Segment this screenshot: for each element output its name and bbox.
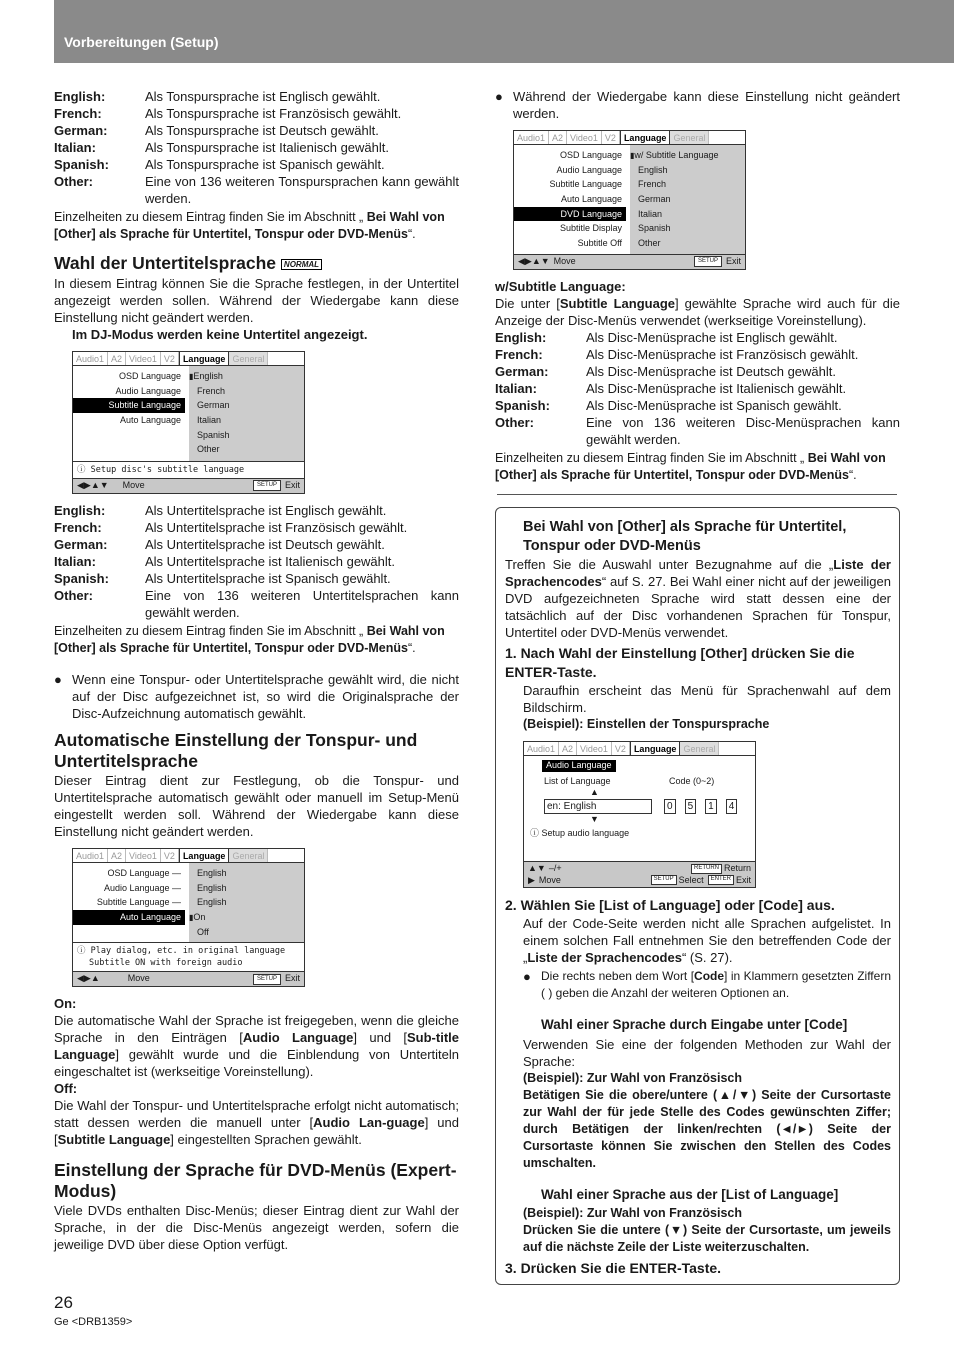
definition-term: Italian: — [495, 380, 537, 396]
definition-term: Other: — [495, 414, 534, 430]
definition-row — [54, 536, 459, 553]
osd-item[interactable]: Audio Language — — [103, 882, 181, 893]
definition-term: French: — [54, 519, 102, 535]
osd-item[interactable]: DVD Language — [514, 207, 626, 222]
osd-tab[interactable]: Language — [620, 131, 671, 144]
osd-menu-items-3 — [514, 145, 630, 254]
osd-item[interactable]: Subtitle Language — [549, 179, 622, 190]
definition-term: English: — [495, 329, 547, 345]
osd-tab[interactable]: A2 — [549, 131, 567, 144]
step-2-text: Auf der Code-Seite werden nicht alle Sprachen aufgelistet. In einem solchen Fall entnehmen Sie den betreffenden Code der „Liste der Sprachencodes“ (S. 27). — [523, 916, 891, 966]
osd-options-2 — [189, 863, 304, 942]
definition-term: German: — [54, 536, 108, 552]
osd-menu-items — [73, 366, 189, 461]
osd-tab[interactable]: Video1 — [577, 742, 612, 755]
osd-tab[interactable]: General — [229, 849, 268, 862]
osd-item[interactable]: English — [197, 882, 227, 893]
box-title: Bei Wahl von [Other] als Sprache für Untertitel, Tonspur oder DVD-Menüs — [523, 518, 847, 554]
osd-tab[interactable]: Audio1 — [514, 131, 549, 144]
definition-row — [54, 173, 459, 207]
osd-item[interactable]: French — [197, 385, 226, 396]
cursor-right-icon: ▶ — [528, 874, 535, 885]
definition-term: French: — [54, 106, 102, 121]
osd-item[interactable]: Audio Language — [556, 164, 622, 175]
sub2-example: (Beispiel): Zur Wahl von Französisch — [523, 1206, 743, 1221]
osd-item[interactable]: English — [197, 897, 227, 908]
osd-item[interactable]: German — [638, 194, 671, 205]
definition-desc: Als Untertitelsprache ist Französisch gewählt. — [145, 519, 408, 535]
osd-item[interactable]: Off — [197, 926, 209, 937]
definition-term: Other: — [54, 174, 93, 189]
step-3: 3. Drücken Sie die ENTER-Taste. — [505, 1260, 722, 1277]
definition-desc: Eine von 136 weiteren Tonspursprachen kann gewählt werden. — [145, 174, 459, 206]
header-band — [54, 0, 954, 63]
down-arrow-icon: ▼ — [590, 813, 599, 824]
osd-tab[interactable]: General — [670, 131, 709, 144]
osd-dvd-screen — [513, 130, 746, 270]
note-other: Einzelheiten zu diesem Eintrag finden Sie im Abschnitt „ Bei Wahl von [Other] als Sprache für Untertitel, Tonspur oder DVD-Menüs“. — [54, 210, 445, 241]
osd-tab[interactable]: Audio1 — [524, 742, 559, 755]
separator — [497, 494, 897, 495]
osd-item[interactable]: OSD Language — [559, 150, 622, 160]
osd-tab[interactable]: V2 — [161, 849, 179, 862]
definition-term: Other: — [54, 587, 93, 603]
step-2-bullet: ● Die rechts neben dem Wort [Code] in Klammern gesetzten Ziffern ( ) geben die Anzahl der weiteren Optionen an. — [523, 969, 891, 1001]
page-number: 26 — [54, 1293, 73, 1312]
osd-item[interactable]: Other — [638, 238, 661, 249]
step-2: 2. Wählen Sie [List of Language] oder [Code] aus. — [505, 897, 835, 914]
definition-term: English: — [54, 89, 106, 104]
osd-item[interactable]: ▮On — [189, 911, 206, 922]
osd-item[interactable]: French — [638, 179, 667, 190]
osd-item[interactable]: Other — [197, 444, 220, 455]
left-column — [54, 88, 459, 1253]
wsub-desc: w/Subtitle Language: Die unter [Subtitle Language] gewählte Sprache wird auch für die Anzeige der Disc-Menüs verwendet (werkseitige Voreinstellung). — [495, 278, 900, 328]
osd-footer-3: ◀▶▲▼ Move SETUP Exit — [514, 254, 745, 269]
cursor-keys-icon: ◀▶▲▼ — [77, 480, 109, 491]
definition-row — [54, 88, 459, 105]
osd-tab[interactable]: A2 — [108, 849, 126, 862]
osd-options — [189, 366, 304, 461]
code-title: Audio Language — [542, 760, 616, 772]
subtitle-heading: Wahl der Untertitelsprache NORMAL — [54, 253, 459, 275]
definition-desc: Als Tonspursprache ist Deutsch gewählt. — [145, 123, 379, 138]
osd-item[interactable]: ▮English — [189, 370, 223, 381]
step-1: 1. Nach Wahl der Einstellung [Other] drücken Sie die ENTER-Taste. — [505, 644, 855, 680]
osd-tab[interactable]: Language — [179, 849, 230, 862]
osd-tab[interactable]: V2 — [602, 131, 620, 144]
definition-row — [54, 570, 459, 587]
definition-desc: Als Untertitelsprache ist Italienisch gewählt. — [145, 553, 396, 569]
sub1-text: Verwenden Sie eine der folgenden Methoden zur Wahl der Sprache: — [523, 1036, 891, 1069]
code-digits — [664, 799, 737, 814]
dvd-heading: Einstellung der Sprache für DVD-Menüs (Expert-Modus) — [54, 1160, 457, 1202]
osd-item[interactable]: ▮w/ Subtitle Language — [630, 150, 719, 160]
definition-row — [54, 122, 459, 139]
info-icon: ⓘ — [77, 946, 86, 957]
osd-tab[interactable]: Video1 — [126, 352, 161, 365]
definition-desc: Als Disc-Menüsprache ist Französisch gewählt. — [586, 346, 859, 362]
normal-badge: NORMAL — [281, 259, 322, 270]
osd-item[interactable]: German — [197, 400, 230, 411]
definition-desc: Eine von 136 weiteren Disc-Menüsprachen kann gewählt werden. — [586, 414, 900, 447]
off-desc: Off: Die Wahl der Tonspur- und Untertitelsprache erfolgt nicht automatisch; statt dessen werden die manuell unter [Audio Lan-guage] und [Subtitle Language] eingestellten Sprachen gewählt. — [54, 1081, 459, 1148]
osd-item[interactable]: English — [197, 867, 227, 878]
osd-tabs-2 — [73, 849, 304, 863]
subtitle-body: In diesem Eintrag können Sie die Sprache festlegen, in der Untertitel angezeigt werden sollen. Während der Wiedergabe kann diese Einstellung nicht geändert werden. — [54, 275, 459, 325]
box-intro: Treffen Sie die Auswahl unter Bezugnahme auf die „Liste der Sprachencodes“ auf S. 27. Bei Wahl einer nicht auf der jeweiligen DVD aufgezeichneten Sprache wird statt dessen eine der tatsächlich auf der Disc vorhandenen Sprachen für Tonspur, Untertitel oder DVD-Menüs verwendet. — [505, 556, 891, 640]
dj-note: Im DJ-Modus werden keine Untertitel angezeigt. — [72, 326, 368, 342]
info-icon: ⓘ — [77, 464, 86, 475]
bullet-icon: ● — [54, 671, 62, 687]
note-other-2: Einzelheiten zu diesem Eintrag finden Sie im Abschnitt „ Bei Wahl von [Other] als Sprache für Untertitel, Tonspur oder DVD-Menüs“. — [54, 623, 445, 655]
definition-desc: Als Disc-Menüsprache ist Deutsch gewählt. — [586, 363, 836, 379]
osd-item[interactable]: Subtitle Language — [73, 398, 185, 413]
code-digit[interactable]: 0 — [664, 799, 676, 814]
definition-row — [495, 346, 900, 363]
definition-row — [54, 553, 459, 570]
bullet-note: ● Wenn eine Tonspur- oder Untertitelsprache gewählt wird, die nicht auf der Disc aufgezeichnet ist, so wird die Originalsprache der Disc-Aufzeichnung automatisch gewählt. — [54, 671, 459, 721]
osd-tab[interactable]: Language — [179, 352, 230, 365]
example-1: (Beispiel): Einstellen der Tonspursprache — [523, 716, 770, 731]
sub-heading-list: Wahl einer Sprache aus der [List of Language] — [541, 1186, 839, 1202]
sub2-instructions: Drücken Sie die untere (▼) Seite der Cursortaste, um jeweils auf die nächste Zeile der Liste weiterzuschalten. — [523, 1223, 891, 1255]
definition-term: Italian: — [54, 140, 96, 155]
definition-row — [495, 329, 900, 346]
osd-options-3 — [630, 145, 745, 254]
definition-row — [54, 587, 459, 621]
definition-desc: Als Untertitelsprache ist Spanisch gewählt. — [145, 570, 391, 586]
osd-item[interactable]: Italian — [638, 208, 663, 219]
osd-tab[interactable]: A2 — [559, 742, 577, 755]
code-digit[interactable]: 1 — [705, 799, 717, 814]
osd-subtitle-screen — [72, 351, 305, 494]
auto-heading: Automatische Einstellung der Tonspur- und Untertitelsprache — [54, 729, 418, 771]
code-label: Code (0~2) — [669, 775, 715, 786]
osd-tab[interactable]: Language — [630, 742, 681, 755]
right-column — [495, 88, 900, 1285]
osd-info-2: ⓘ Play dialog, etc. in original language Subtitle ON with foreign audio — [73, 942, 304, 971]
menu-language-definitions — [495, 329, 900, 448]
definition-term: Italian: — [54, 553, 96, 569]
definition-term: English: — [54, 502, 106, 518]
osd-item[interactable]: Italian — [197, 414, 222, 425]
definition-row — [495, 380, 900, 397]
definition-desc: Als Untertitelsprache ist Deutsch gewählt. — [145, 536, 385, 552]
code-digit[interactable]: 5 — [685, 799, 697, 814]
auto-body: Dieser Eintrag dient zur Festlegung, ob die Tonspur- und Untertitelsprache automatisch gewählt oder manuell im Setup-Menü eingestellt werden soll. Während der Wiedergabe kann diese Einstellung nicht geändert werden. — [54, 772, 459, 839]
definition-desc: Als Tonspursprache ist Italienisch gewählt. — [145, 140, 389, 155]
definition-row — [54, 105, 459, 122]
definition-desc: Als Tonspursprache ist Französisch gewählt. — [145, 106, 402, 121]
cursor-keys-icon: ◀▶▲▼ — [518, 255, 550, 266]
osd-tab[interactable]: Audio1 — [73, 352, 108, 365]
code-digit[interactable]: 4 — [726, 799, 738, 814]
osd-tab[interactable]: A2 — [108, 352, 126, 365]
definition-row — [495, 414, 900, 448]
osd-item[interactable]: OSD Language — [118, 370, 181, 381]
language-field[interactable]: en: English — [544, 799, 652, 814]
osd-tab[interactable]: Video1 — [126, 849, 161, 862]
cursor-keys-icon: ▲▼ — [528, 862, 546, 873]
bullet-icon: ● — [523, 969, 531, 985]
osd-item[interactable]: Subtitle Off — [577, 238, 622, 249]
osd-tab[interactable]: General — [680, 742, 719, 755]
osd-tabs-4 — [524, 742, 755, 756]
osd-tabs — [73, 352, 304, 366]
definition-row — [54, 156, 459, 173]
sub1-instructions: Betätigen Sie die obere/untere (▲/▼) Seite der Cursortaste zur Wahl der für jede Stelle des Codes gewünschten Ziffer; durch Betätigen der linken/rechten (◄/►) Seite der Cursortaste können Sie zwischen den Stellen des Codes umschalten. — [523, 1087, 891, 1170]
subtitle-definitions — [54, 502, 459, 621]
osd-tab[interactable]: Audio1 — [73, 849, 108, 862]
definition-term: German: — [495, 363, 549, 379]
definition-term: Spanish: — [54, 570, 109, 586]
osd-item[interactable]: Subtitle Display — [559, 223, 622, 234]
definition-desc: Als Disc-Menüsprache ist Italienisch gewählt. — [586, 380, 847, 396]
audio-language-definitions — [54, 88, 459, 207]
definition-term: German: — [54, 123, 108, 138]
definition-term: Spanish: — [495, 397, 550, 413]
definition-row — [495, 363, 900, 380]
definition-desc: Als Tonspursprache ist Spanisch gewählt. — [145, 157, 385, 172]
bullet-icon: ● — [495, 89, 503, 104]
other-language-box — [495, 507, 900, 1285]
definition-desc: Als Disc-Menüsprache ist Englisch gewählt. — [586, 329, 838, 345]
sub1-example: (Beispiel): Zur Wahl von Französisch — [523, 1070, 743, 1085]
osd-menu-items-2 — [73, 863, 189, 942]
document-code: Ge <DRB1359> — [54, 1316, 133, 1328]
definition-row — [495, 397, 900, 414]
definition-desc: Als Tonspursprache ist Englisch gewählt. — [145, 89, 381, 104]
list-of-language-label: List of Language — [544, 775, 611, 786]
sub-heading-code: Wahl einer Sprache durch Eingabe unter [Code] — [541, 1017, 848, 1033]
definition-row — [54, 139, 459, 156]
osd-tab[interactable]: V2 — [612, 742, 630, 755]
osd-item[interactable]: OSD Language — — [107, 867, 181, 878]
step-1-text: Daraufhin erscheint das Menü für Sprachenwahl auf dem Bildschirm. — [523, 682, 891, 715]
section-title: Vorbereitungen (Setup) — [64, 34, 219, 50]
definition-desc: Eine von 136 weiteren Untertitelsprachen kann gewählt werden. — [145, 587, 459, 620]
osd-item[interactable]: English — [638, 164, 668, 175]
osd-tab[interactable]: V2 — [161, 352, 179, 365]
osd-item[interactable]: Spanish — [197, 429, 230, 440]
note-other-3: Einzelheiten zu diesem Eintrag finden Sie im Abschnitt „ Bei Wahl von [Other] als Sprache für Untertitel, Tonspur oder DVD-Menüs“. — [495, 450, 886, 482]
cursor-keys-icon: ◀▶▲ — [77, 973, 100, 984]
osd-footer-2: ◀▶▲ Move SETUP Exit — [73, 971, 304, 986]
osd-item[interactable]: Auto Language — [560, 194, 622, 205]
osd-item[interactable]: Spanish — [638, 223, 671, 234]
osd-info: ⓘ Setup disc's subtitle language — [73, 461, 304, 478]
osd-tab[interactable]: General — [229, 352, 268, 365]
definition-desc: Als Untertitelsprache ist Englisch gewählt. — [145, 502, 387, 518]
up-arrow-icon: ▲ — [590, 787, 599, 798]
definition-term: French: — [495, 346, 543, 362]
osd-code-screen: Audio1 A2 Video1 V2 Language General Audio Language List of Language Code (0~2) ▲ en: English 0 5 1 4 ▼ ⓘ Setup audio language ▲▼ –/+ RETURN Return ▶ Move SETUP Select ENTER Exit — [523, 741, 756, 888]
osd-tabs-3 — [514, 131, 745, 145]
osd-item[interactable]: Audio Language — [115, 385, 181, 396]
osd-item[interactable]: Auto Language — [73, 910, 185, 925]
osd-tab[interactable]: Video1 — [567, 131, 602, 144]
on-desc: On: Die automatische Wahl der Sprache ist freigegeben, wenn die gleiche Sprache in den Einträgen [Audio Language] und [Sub-title Language] gewählt wurde und die Einblendung von Untertiteln eingeschaltet ist (werkseitige Voreinstellung). — [54, 996, 459, 1080]
osd-footer: ◀▶▲▼ Move SETUP Exit — [73, 478, 304, 493]
definition-desc: Als Disc-Menüsprache ist Spanisch gewählt. — [586, 397, 842, 413]
definition-term: Spanish: — [54, 157, 109, 172]
definition-row — [54, 519, 459, 536]
osd-item[interactable]: Auto Language — [119, 414, 181, 425]
osd-auto-screen — [72, 848, 305, 987]
osd-item[interactable]: Subtitle Language — — [96, 897, 181, 908]
bullet-top: ● Während der Wiedergabe kann diese Einstellung nicht geändert werden. — [495, 89, 900, 121]
definition-row — [54, 502, 459, 519]
info-icon: ⓘ — [530, 827, 540, 838]
dvd-body: Viele DVDs enthalten Disc-Menüs; dieser Eintrag dient zur Wahl der Sprache, in der die Disc-Menüs angezeigt werden, sofern die jeweilige DVD über diese Option verfügt. — [54, 1203, 459, 1253]
